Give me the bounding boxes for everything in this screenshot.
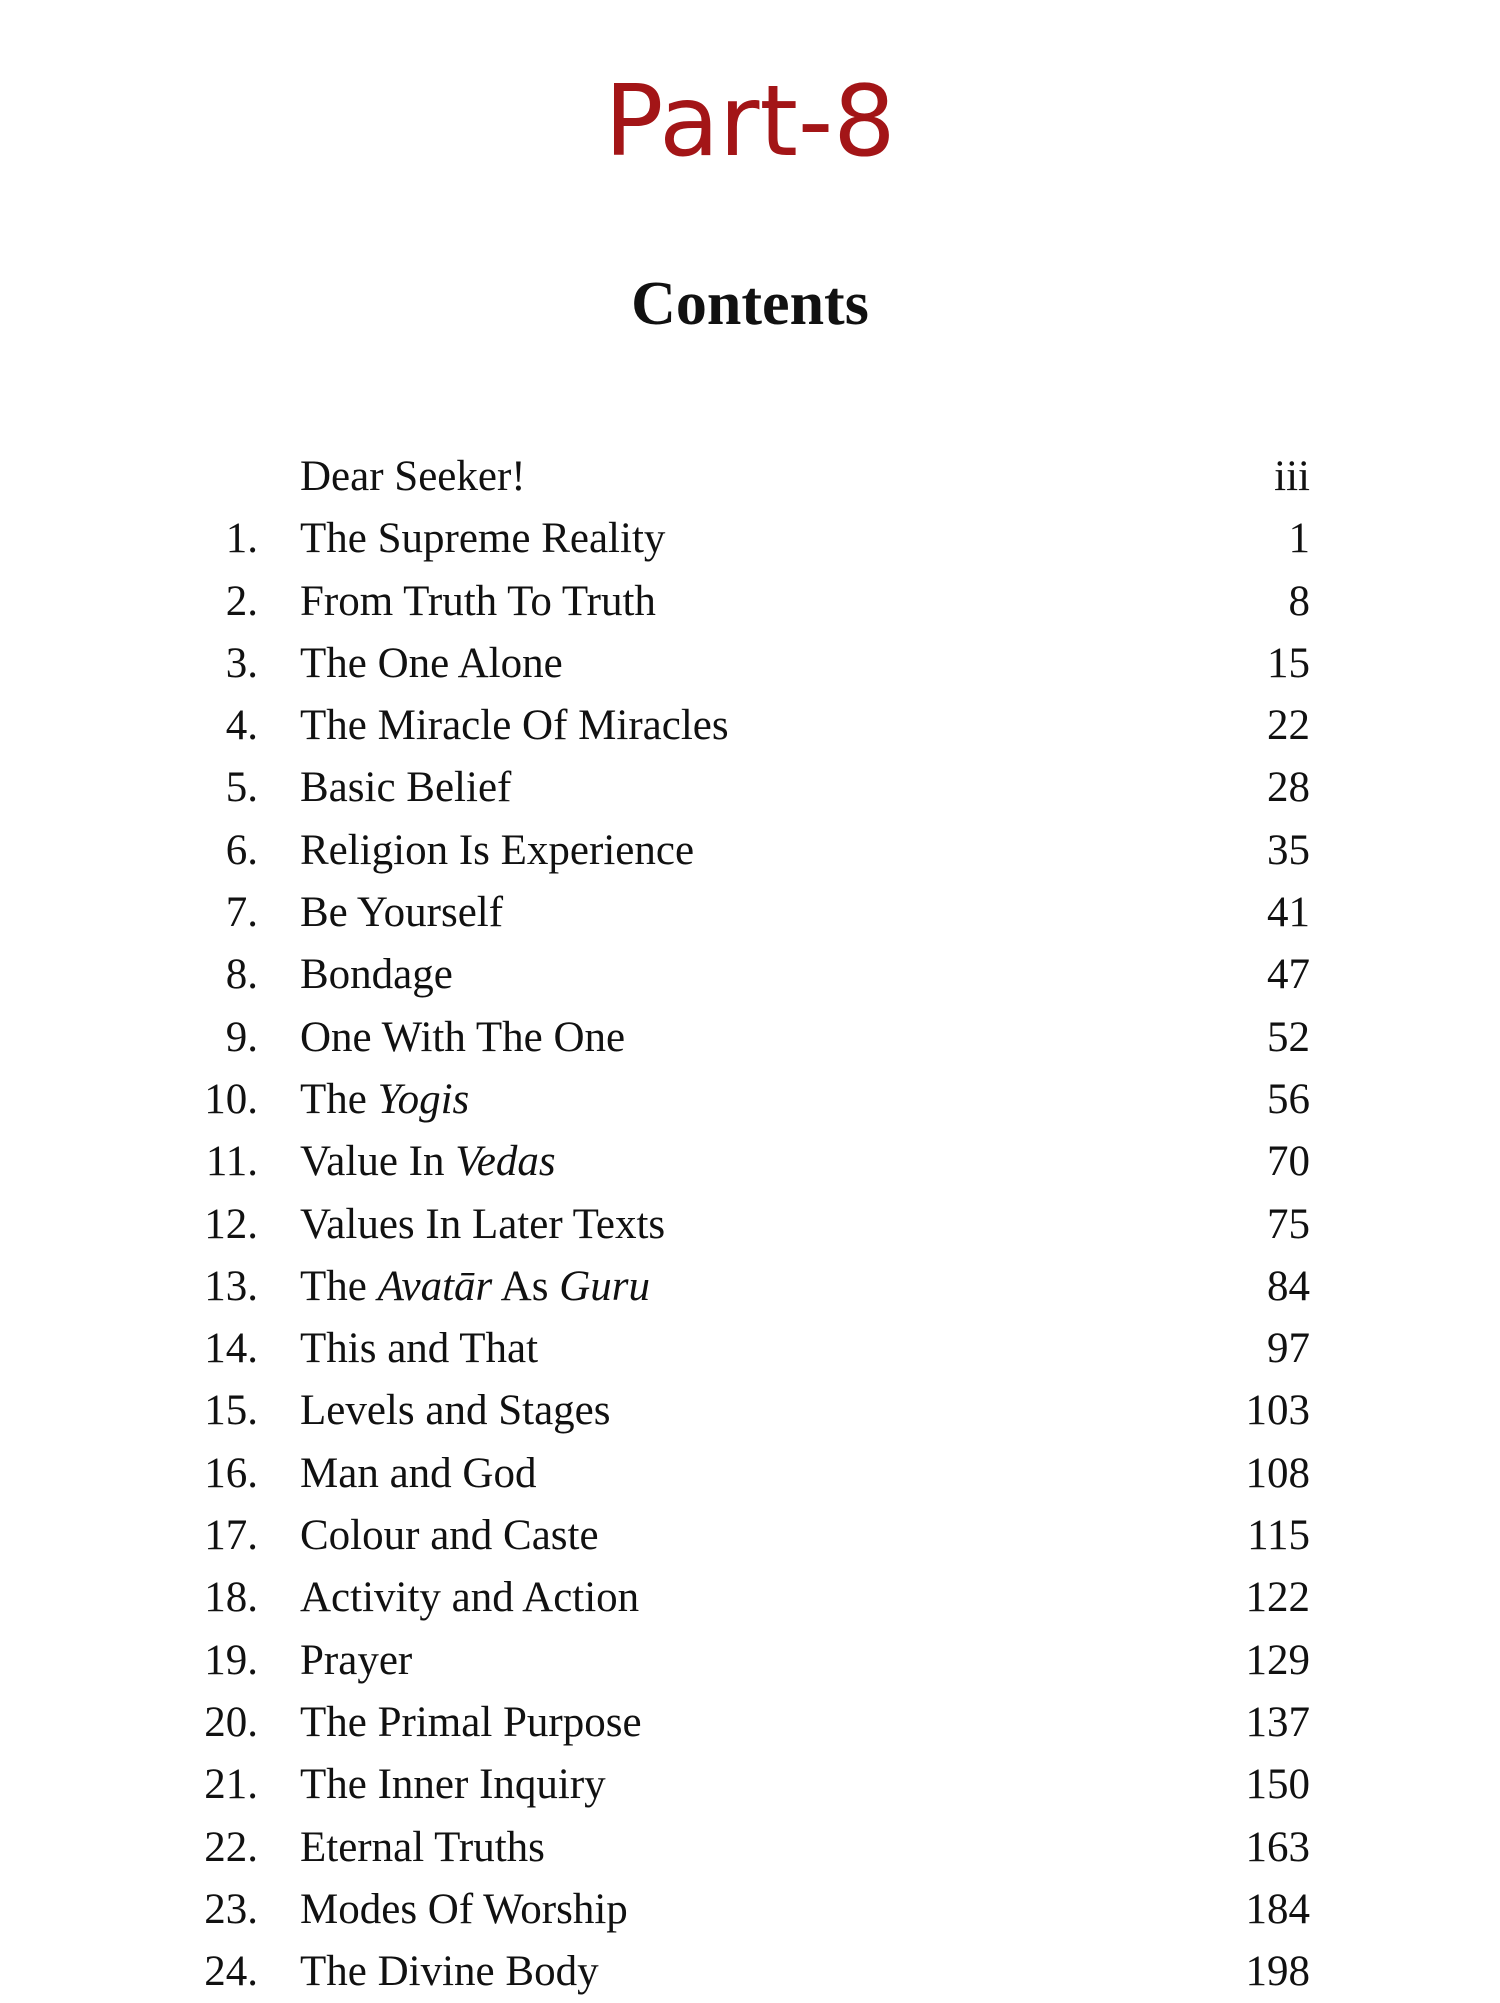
- toc-entry: [180, 1754, 1310, 1816]
- toc-entry-title-text: The Inner Inquiry: [300, 1761, 606, 1809]
- toc-entry-title-text: As: [492, 1262, 560, 1310]
- toc-entry-number: 18.: [204, 1574, 258, 1622]
- toc-entry-page: 1: [1288, 515, 1310, 563]
- toc-entry: [180, 446, 1310, 508]
- toc-entry-page: 108: [1245, 1449, 1310, 1497]
- toc-entry-page: 22: [1267, 702, 1310, 750]
- toc-entry: [180, 1941, 1310, 2003]
- toc-entry-title-text: This and That: [300, 1325, 539, 1373]
- toc-entry-page: 103: [1245, 1387, 1310, 1435]
- toc-entry-number: 5.: [225, 764, 258, 812]
- toc-entry-title: [300, 1567, 639, 1629]
- toc-entry-title-text: Levels and Stages: [300, 1387, 611, 1435]
- toc-entry-title: [300, 944, 453, 1006]
- toc-entry-title-text: The Supreme Reality: [300, 515, 666, 563]
- toc-entry: [180, 1630, 1310, 1692]
- toc-entry-title: [300, 1194, 665, 1256]
- toc-entry-page: 35: [1267, 826, 1310, 874]
- toc-entry-title: [300, 882, 503, 944]
- toc-entry-title-italic: Yogis: [377, 1075, 470, 1123]
- toc-entry-number: 23.: [204, 1885, 258, 1933]
- toc-entry-page: 97: [1267, 1325, 1310, 1373]
- toc-entry-title: [300, 1069, 469, 1131]
- toc-entry-page: 198: [1245, 1948, 1310, 1996]
- toc-entry-number: 10.: [204, 1075, 258, 1123]
- toc-entry-title: [300, 1380, 610, 1442]
- toc-entry-title-italic: Vedas: [455, 1138, 556, 1186]
- toc-entry: [180, 1318, 1310, 1380]
- toc-entry-title-text: Modes Of Worship: [300, 1885, 628, 1933]
- toc-entry-page: 129: [1245, 1636, 1310, 1684]
- toc-entry-number: 22.: [204, 1823, 258, 1871]
- toc-entry-number: 19.: [204, 1636, 258, 1684]
- toc-entry-page: 15: [1267, 639, 1310, 687]
- toc-entry-number: 12.: [204, 1200, 258, 1248]
- toc-entry: [180, 1567, 1310, 1629]
- toc-entry-title: [300, 1754, 606, 1816]
- toc-entry-title-text: From Truth To Truth: [300, 577, 656, 625]
- toc-entry: [180, 1007, 1310, 1069]
- toc-entry-page: 184: [1245, 1885, 1310, 1933]
- toc-entry-page: 115: [1247, 1512, 1310, 1560]
- toc-entry-page: 28: [1267, 764, 1310, 812]
- toc-entry-title: [300, 1443, 536, 1505]
- toc-entry: [180, 1879, 1310, 1941]
- toc-entry-title: [300, 1007, 625, 1069]
- toc-entry: [180, 1194, 1310, 1256]
- toc-entry-page: 84: [1267, 1262, 1310, 1310]
- toc-entry-number: 17.: [204, 1512, 258, 1560]
- toc-entry: [180, 757, 1310, 819]
- toc-entry-page: 47: [1267, 951, 1310, 999]
- toc-entry-title-text: Values In Later Texts: [300, 1200, 666, 1248]
- toc-entry-title-text: Be Yourself: [300, 889, 504, 937]
- toc-entry-number: 13.: [204, 1262, 258, 1310]
- toc-entry-title: [300, 571, 656, 633]
- toc-entry-page: 163: [1245, 1823, 1310, 1871]
- toc-entry-title-italic: Guru: [559, 1262, 650, 1310]
- toc-entry: [180, 1256, 1310, 1318]
- toc-entry: [180, 695, 1310, 757]
- toc-entry-title: [300, 1131, 556, 1193]
- toc-entry-title: [300, 1505, 599, 1567]
- toc-entry-page: 8: [1288, 577, 1310, 625]
- toc-entry-title-text: Prayer: [300, 1636, 413, 1684]
- toc-entry-title: [300, 446, 526, 508]
- toc-entry-title-text: Bondage: [300, 951, 453, 999]
- toc-entry-title-text: Dear Seeker!: [300, 453, 526, 500]
- toc-entry-title: [300, 1256, 650, 1318]
- toc-entry-number: 7.: [225, 889, 258, 937]
- toc-entry-number: 14.: [204, 1325, 258, 1373]
- toc-entry-title-text: The Divine Body: [300, 1948, 599, 1996]
- toc-entry-title: [300, 1318, 538, 1380]
- toc-entry-number: 16.: [204, 1449, 258, 1497]
- toc-entry-number: 3.: [225, 639, 258, 687]
- toc-entry-number: 15.: [204, 1387, 258, 1435]
- toc-entry-page: 150: [1245, 1761, 1310, 1809]
- toc-entry-page: 56: [1267, 1075, 1310, 1123]
- toc-entry: [180, 1131, 1310, 1193]
- toc-entry: [180, 1692, 1310, 1754]
- part-title: Part-8: [604, 65, 896, 179]
- toc-entry-title: [300, 757, 511, 819]
- toc-entry-title: [300, 1879, 628, 1941]
- toc-entry-page: 137: [1245, 1698, 1310, 1746]
- toc-entry-number: 20.: [204, 1698, 258, 1746]
- toc-entry: [180, 882, 1310, 944]
- toc-entry-number: 24.: [204, 1948, 258, 1996]
- toc-entry-page: 70: [1267, 1138, 1310, 1186]
- toc-entry-number: 9.: [225, 1013, 258, 1061]
- toc-entry: [180, 1817, 1310, 1879]
- contents-heading: Contents: [631, 270, 869, 338]
- toc-entry-title-text: Activity and Action: [300, 1574, 640, 1622]
- toc-entry-number: 21.: [204, 1761, 258, 1809]
- toc-entry: [180, 820, 1310, 882]
- toc-entry-number: 11.: [205, 1138, 258, 1186]
- toc-entry-page: 41: [1267, 889, 1310, 937]
- toc-entry-number: 2.: [225, 577, 258, 625]
- toc-entry-title-italic: Avatār: [377, 1262, 493, 1310]
- toc-entry-number: 1.: [225, 515, 258, 563]
- toc-entry-title-text: Value In: [300, 1138, 456, 1186]
- toc-entry-title-text: The: [300, 1075, 378, 1123]
- toc-entry-title: [300, 695, 729, 757]
- toc-entry-title-text: Colour and Caste: [300, 1512, 599, 1560]
- toc-entry: [180, 571, 1310, 633]
- table-of-contents: [180, 446, 1310, 2003]
- toc-entry-number: 4.: [225, 702, 258, 750]
- toc-entry-title-text: The Miracle Of Miracles: [300, 702, 729, 750]
- toc-entry: [180, 508, 1310, 570]
- toc-entry: [180, 1069, 1310, 1131]
- toc-entry-title-text: The One Alone: [300, 639, 563, 687]
- toc-entry-page: 52: [1267, 1013, 1310, 1061]
- toc-entry-title-text: Eternal Truths: [300, 1823, 545, 1871]
- toc-entry-title-text: The: [300, 1262, 378, 1310]
- toc-entry-number: 8.: [225, 951, 258, 999]
- toc-entry-title-text: Religion Is Experience: [300, 826, 695, 874]
- toc-entry-title-text: The Primal Purpose: [300, 1698, 642, 1746]
- toc-entry-title: [300, 508, 665, 570]
- toc-entry-page: 75: [1267, 1200, 1310, 1248]
- toc-entry-title: [300, 820, 694, 882]
- toc-entry-number: 6.: [225, 826, 258, 874]
- toc-entry: [180, 633, 1310, 695]
- toc-entry: [180, 944, 1310, 1006]
- toc-entry-title-text: Basic Belief: [300, 764, 512, 812]
- toc-entry-title: [300, 1941, 599, 2003]
- toc-entry-title: [300, 1630, 412, 1692]
- toc-entry: [180, 1443, 1310, 1505]
- toc-entry-title-text: One With The One: [300, 1013, 626, 1061]
- toc-entry-page: 122: [1245, 1574, 1310, 1622]
- toc-entry-title: [300, 633, 563, 695]
- toc-entry-title: [300, 1692, 642, 1754]
- toc-entry: [180, 1505, 1310, 1567]
- toc-entry-page: iii: [1274, 453, 1310, 500]
- toc-entry-title-text: Man and God: [300, 1449, 537, 1497]
- toc-entry: [180, 1380, 1310, 1442]
- toc-entry-title: [300, 1817, 545, 1879]
